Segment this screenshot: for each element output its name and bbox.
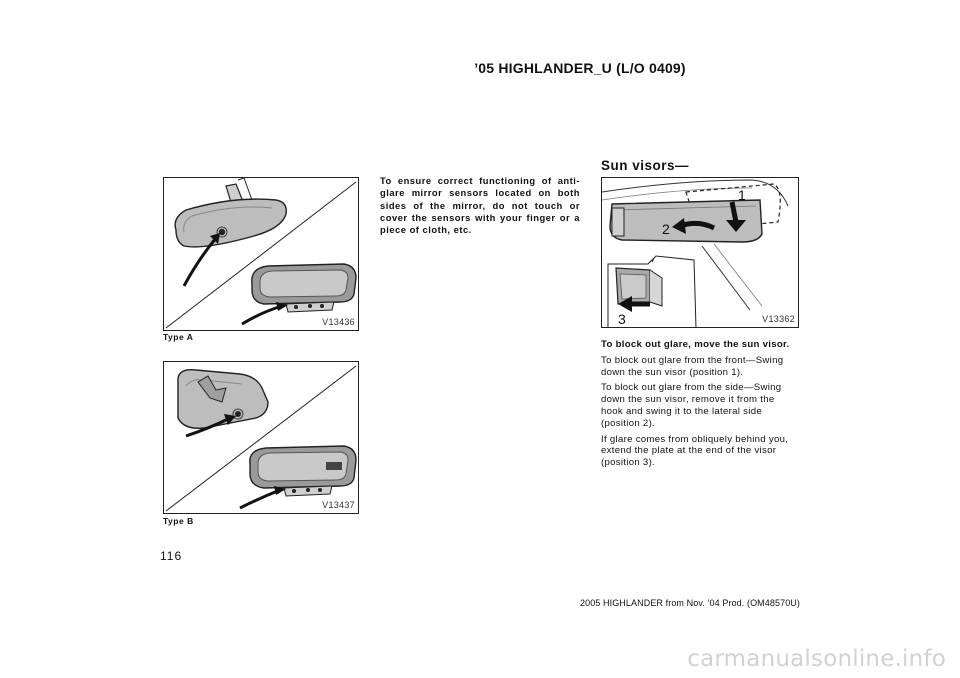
visor-label-1: 1 [738,187,746,203]
figure-code: V13437 [322,500,355,510]
figure-caption-type-b: Type B [163,516,194,526]
header-title: ’05 HIGHLANDER_U (L/O 0409) [474,60,686,76]
visor-label-2: 2 [662,221,670,237]
figure-sun-visor [601,177,799,328]
sun-visor-intro: To block out glare, move the sun visor. [601,339,790,350]
mirror-type-a-illustration [164,178,358,330]
sun-visor-text [601,339,799,473]
page-number: 116 [160,549,183,563]
figure-code: V13436 [322,317,355,327]
paragraph-front: To block out glare from the front—Swing down the sun visor (position 1). [601,354,784,378]
figure-type-b [163,361,359,514]
paragraph-side: To block out glare from the side—Swing down the sun visor, remove it from the hook and swing it to the lateral side (position 2). [601,382,782,429]
figure-code: V13362 [762,314,795,324]
figure-type-a [163,177,359,331]
visor-label-3: 3 [618,311,626,327]
footer-text: 2005 HIGHLANDER from Nov. ’04 Prod. (OM48570U) [579,598,800,608]
section-title: Sun visors— [601,158,690,173]
watermark: carmanualsonline.info [687,646,946,672]
mirror-type-b-illustration [164,362,358,513]
paragraph-behind: If glare comes from obliquely behind you, extend the plate at the end of the visor (position 3). [601,433,789,469]
figure-caption-type-a: Type A [163,332,194,342]
sun-visor-illustration [602,178,798,327]
sensor-caution-note: To ensure correct functioning of anti-glare mirror sensors located on both sides of the mirror, do not touch or cover the sensors with your finger or a piece of cloth, etc. [380,175,580,236]
